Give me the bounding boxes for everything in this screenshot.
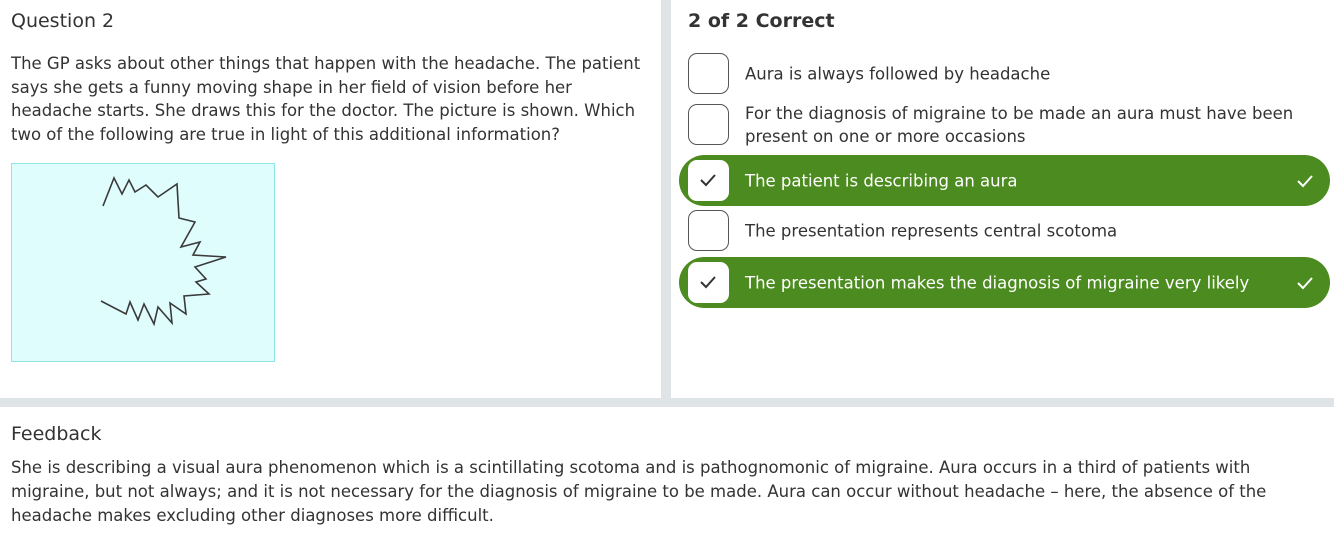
check-icon (699, 274, 717, 290)
option-checkbox[interactable] (688, 262, 729, 303)
question-text: The GP asks about other things that happen with the headache. The patient says she gets a funny moving shape in her field of vision before her headache starts. She draws this for the doctor. The picture is shown. Which two of the following are true in light of this additional information? (11, 54, 641, 144)
option-checkbox[interactable] (688, 210, 729, 251)
option-1[interactable] (679, 48, 1330, 99)
feedback-text: She is describing a visual aura phenomenon which is a scintillating scotoma and is pathognomonic of migraine. Aura occurs in a third of patients with migraine, but not always; and it is not necessary for the diagnosis of migraine to be made. Aura can occur without headache – here, the absence of the headache makes excluding other diagnoses more difficult. (11, 458, 1267, 525)
feedback-title: Feedback (11, 423, 102, 445)
option-5[interactable] (679, 257, 1330, 308)
correct-check-icon (1296, 173, 1314, 189)
feedback-panel (0, 407, 1334, 539)
option-label: The presentation represents central scotoma (745, 221, 1118, 240)
option-3[interactable] (679, 155, 1330, 206)
option-2[interactable] (679, 99, 1330, 150)
answers-panel (671, 0, 1334, 398)
option-4[interactable] (679, 205, 1330, 256)
score-text: 2 of 2 Correct (688, 10, 835, 32)
option-label: For the diagnosis of migraine to be made an aura must have been present on one or more occasions (745, 103, 1294, 146)
question-title: Question 2 (11, 10, 115, 32)
option-label: Aura is always followed by headache (745, 64, 1051, 83)
zigzag-scotoma-drawing (12, 164, 276, 363)
option-checkbox[interactable] (688, 160, 729, 201)
option-checkbox[interactable] (688, 53, 729, 94)
option-label: The patient is describing an aura (745, 171, 1018, 190)
check-icon (699, 172, 717, 188)
question-image (11, 163, 275, 362)
correct-check-icon (1296, 275, 1314, 291)
question-panel (0, 0, 661, 398)
option-label: The presentation makes the diagnosis of migraine very likely (745, 273, 1250, 292)
option-checkbox[interactable] (688, 104, 729, 145)
